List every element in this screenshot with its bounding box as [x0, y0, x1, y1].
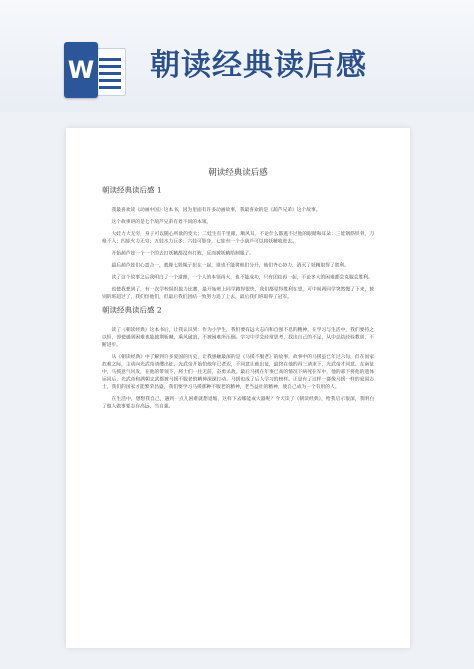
word-logo-icon [64, 42, 126, 98]
section-heading: 朝读经典读后感 2 [102, 305, 162, 315]
paragraph: 在生活中，想想我自己，遇到一点儿困难就想退缩，这样下去哪能成大器呢？今天读了《朝读经典》，给我启示很深，我明白了做人做事要志存高远，当自强。 [102, 396, 374, 409]
paragraph: 我最喜欢读《动画中国》这本书，因为里面有许多动画故事，我最喜欢的是《葫芦兄弟》这个故事。 [111, 207, 321, 213]
paragraph: 也使我想到了，有一次学校组织拔力比赛，最开始班上同学跑得很快，我们都觉得胜利在望，可中间两同学突然慢了下来，被别的班超过了，我们怪他们，但最后我们团结一致努力追了上去，最后我们班取得了冠军。 [102, 286, 374, 300]
paragraph: 开始葫芦娃一个一个的去打妖精都没有打败，反而被妖精给制服了。 [111, 250, 255, 256]
document-title: 朝读经典读后感 [208, 167, 268, 178]
paragraph: 读了《朝读经典》这本书后，让我认识到：作为小学生，我们要有远大志向和自强不息的精神，在学习与生活中，我们要持之以恒，即使遇到困难也能披荆斩棘，乘风破浪，不被困难所压倒。学习中学会经常思考，找出自己的不足，从中总结经验教训，不断进步。 [102, 327, 374, 348]
paragraph: 大娃力大无穷，身子可以随心所欲的变大；二娃生有千里眼、顺风耳，不论什么都逃不过他的眼睛和耳朵；三娃钢筋铁骨，刀枪不入；四娃火力无穷；五娃水力巨多；六娃可影身，七娃有一个小葫芦可以将妖精收进去。 [102, 231, 374, 244]
page-fade [66, 608, 410, 648]
document-page[interactable] [66, 128, 410, 648]
word-letter-tile: W [64, 42, 98, 98]
banner-title: 朝读经典读后感 [150, 48, 367, 83]
document-content [66, 128, 410, 410]
paragraph: 这个故事讲的是七个葫芦兄弟有着不同的本领。 [111, 219, 212, 225]
paragraph: 读了这个故事之后我明白了一个道理，一个人的本领再大，也不能成功，只有团结再一起，不论多大的困难都会克服会胜利。 [111, 274, 373, 280]
paragraph: 最后葫芦娃们心意合一，就像七股绳子扭在一起，谁也不能将他们分开，他们齐心协力，消灭了妖精取得了胜利。 [111, 262, 350, 268]
banner [0, 0, 474, 112]
section-heading: 朝读经典读后感 1 [102, 185, 162, 195]
paragraph: 从《朝读经典》中了解到许多爱国的历史，让我感触最深的是《马援不服老》的故事，故事中的马援虽已年过六旬，但在国家危难之际，主动向光武帝请缨出征，光武帝开始怕他年已老迈，不同意让他出征，最终在他的再三请求下，光武帝才同意。在南征中，马援意气风发，在他的带领下，将士们一往无前，奋勇杀敌，最后马援在年事已高的情况下病死在军中，他的部下将他的遗体运回后，光武帝和满朝文武都被马援不服老的精神深深打动。马援也成了后人学习的榜样。正是有了这样一群像马援一样的爱国志士，我们的国家才能繁荣昌盛，我们要学习马援那种不服老的精神，老当益壮的精神，使自己成为一个有用的人。 [102, 354, 374, 390]
